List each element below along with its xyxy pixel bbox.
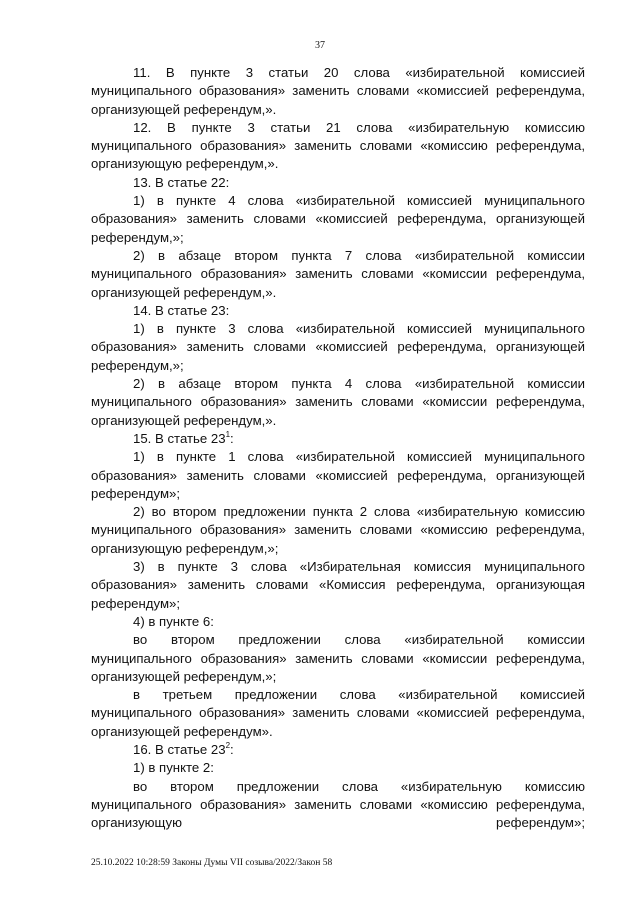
paragraph-15-item-2: 2) во втором предложении пункта 2 слова «избирательную комиссию муниципального образования» заменить словами «комиссию референдума, организующую референдум,»; bbox=[91, 504, 585, 556]
paragraph-16-item-1-sub-1: во втором предложении слова «избирательную комиссию муниципального образования» заменить словами «комиссию референдума, организующую референдум»; bbox=[91, 778, 585, 831]
footer-stamp: 25.10.2022 10:28:59 Законы Думы VII созыва/2022/Закон 58 bbox=[91, 858, 333, 868]
paragraph-15-heading-text: 15. В статье 23 bbox=[133, 430, 226, 446]
page-number: 37 bbox=[315, 40, 325, 51]
heading-colon: : bbox=[230, 741, 234, 757]
paragraph-13-item-1: 1) в пункте 4 слова «избирательной комиссией муниципального образования» заменить словами «комиссией референдума, организующей референдум,»; bbox=[91, 193, 585, 245]
paragraph-16-heading bbox=[91, 741, 585, 759]
document-body bbox=[91, 64, 585, 832]
paragraph-14-heading: 14. В статье 23: bbox=[133, 302, 230, 318]
paragraph-14-item-1: 1) в пункте 3 слова «избирательной комиссией муниципального образования» заменить словами «комиссией референдума, организующей референдум,»; bbox=[91, 321, 585, 373]
paragraph-15-item-3: 3) в пункте 3 слова «Избирательная комиссия муниципального образования» заменить словами «Комиссия референдума, организующая референдум»; bbox=[91, 559, 585, 611]
superscript-index: 2 bbox=[225, 740, 231, 750]
paragraph-15-heading bbox=[91, 430, 585, 448]
paragraph-16-item-1: 1) в пункте 2: bbox=[133, 760, 214, 776]
paragraph-13-item-2: 2) в абзаце втором пункта 7 слова «избирательной комиссии муниципального образования» заменить словами «комиссии референдума, организующей референдум,». bbox=[91, 247, 585, 300]
paragraph-12: 12. В пункте 3 статьи 21 слова «избирательную комиссию муниципального образования» заменить словами «комиссию референдума, организующую референдум,». bbox=[91, 119, 585, 172]
paragraph-15-item-1: 1) в пункте 1 слова «избирательной комиссией муниципального образования» заменить словами «комиссией референдума, организующей референдум»; bbox=[91, 449, 585, 501]
paragraph-15-item-4-sub-2: в третьем предложении слова «избирательной комиссией муниципального образования» заменить словами «комиссией референдума, организующей референдум». bbox=[91, 687, 585, 739]
paragraph-14-item-2: 2) в абзаце втором пункта 4 слова «избирательной комиссии муниципального образования» заменить словами «комиссии референдума, организующей референдум,». bbox=[91, 376, 585, 428]
paragraph-15-item-4-sub-1: во втором предложении слова «избирательной комиссии муниципального образования» заменить словами «комиссии референдума, организующей референдум,»; bbox=[91, 632, 585, 684]
paragraph-11: 11. В пункте 3 статьи 20 слова «избирательной комиссией муниципального образования» заменить словами «комиссией референдума, организующей референдум,». bbox=[91, 65, 585, 117]
paragraph-13-heading: 13. В статье 22: bbox=[133, 174, 230, 190]
paragraph-15-item-4: 4) в пункте 6: bbox=[133, 613, 214, 629]
paragraph-16-heading-text: 16. В статье 23 bbox=[133, 741, 226, 757]
heading-colon: : bbox=[230, 430, 234, 446]
superscript-index: 1 bbox=[225, 429, 231, 439]
